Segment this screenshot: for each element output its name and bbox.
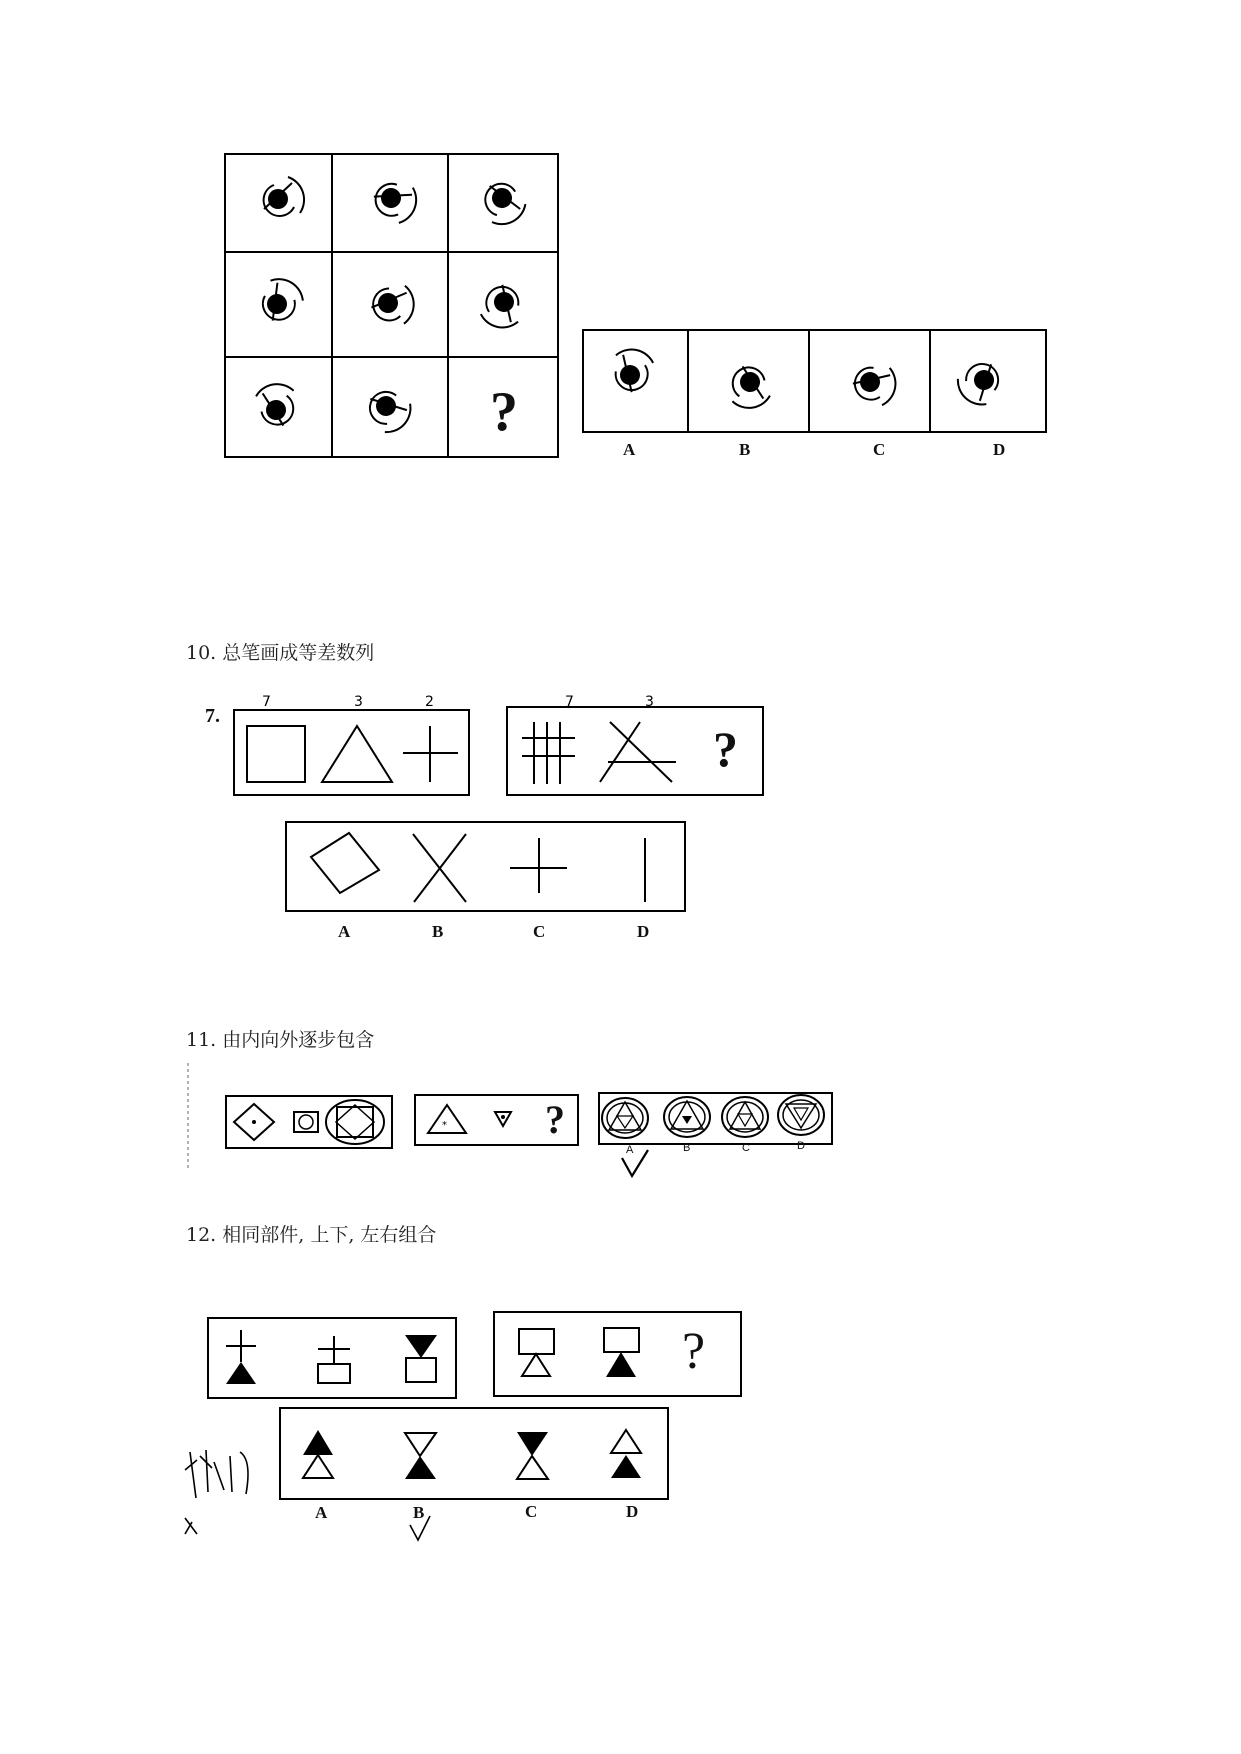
q10-option-c-label: C — [533, 922, 546, 941]
q11-option-a-label: A — [626, 1144, 634, 1156]
q9-options — [583, 330, 1046, 432]
q10-heading: 10. 总笔画成等差数列 — [186, 642, 375, 664]
handwritten-scribble — [185, 1450, 430, 1540]
svg-text:3: 3 — [354, 694, 363, 710]
q10-problem-left-box — [234, 694, 469, 795]
spiral-icon — [264, 177, 304, 216]
q9-option-c-label: C — [873, 440, 886, 459]
q10-option-d-label: D — [637, 922, 650, 941]
q9-question-mark: ? — [490, 381, 518, 443]
q11-option-c-label: C — [742, 1142, 750, 1154]
spiral-icon — [604, 341, 658, 396]
q12-option-c-label: C — [525, 1502, 538, 1521]
q10-option-b-label: B — [432, 922, 444, 941]
svg-text:7: 7 — [262, 694, 271, 710]
q9-option-d-label: D — [993, 440, 1006, 459]
spiral-icon — [849, 356, 904, 410]
q11-question-mark: ? — [545, 1097, 565, 1142]
svg-text:2: 2 — [425, 694, 434, 710]
q11-options-box — [599, 1093, 832, 1144]
q12-options-box — [280, 1408, 668, 1499]
q11-heading: 11. 由内向外逐步包含 — [186, 1029, 375, 1051]
spiral-icon — [252, 381, 297, 428]
q11-option-b-label: B — [683, 1142, 691, 1154]
spiral-icon — [476, 281, 530, 336]
svg-text:*: * — [442, 1120, 447, 1131]
q12-heading: 12. 相同部件, 上下, 左右组合 — [186, 1224, 437, 1246]
spiral-icon — [953, 358, 1008, 412]
spiral-icon — [364, 383, 418, 438]
q12-option-d-label: D — [626, 1502, 639, 1521]
spiral-icon — [369, 277, 420, 327]
q12-option-a-label: A — [315, 1503, 328, 1522]
q9-option-a-label: A — [623, 440, 636, 459]
q9-option-b-label: B — [739, 440, 751, 459]
q10-options-box — [286, 822, 685, 911]
spiral-icon — [729, 365, 774, 412]
q12-question-mark: ? — [682, 1323, 706, 1380]
q12-problem-left-box — [208, 1318, 456, 1398]
svg-text:3: 3 — [645, 694, 654, 710]
spiral-icon — [483, 180, 528, 227]
q10-question-mark: ? — [713, 721, 738, 777]
q11-problem-left-box — [226, 1096, 392, 1148]
spiral-icon — [252, 270, 308, 326]
svg-text:7: 7 — [565, 694, 574, 710]
q10-option-a-label: A — [338, 922, 351, 941]
q12-option-b-label: B — [413, 1503, 425, 1522]
q11-option-d-label: D — [797, 1140, 805, 1152]
spiral-icon — [369, 172, 425, 228]
q10-problem-number: 7. — [205, 705, 220, 727]
